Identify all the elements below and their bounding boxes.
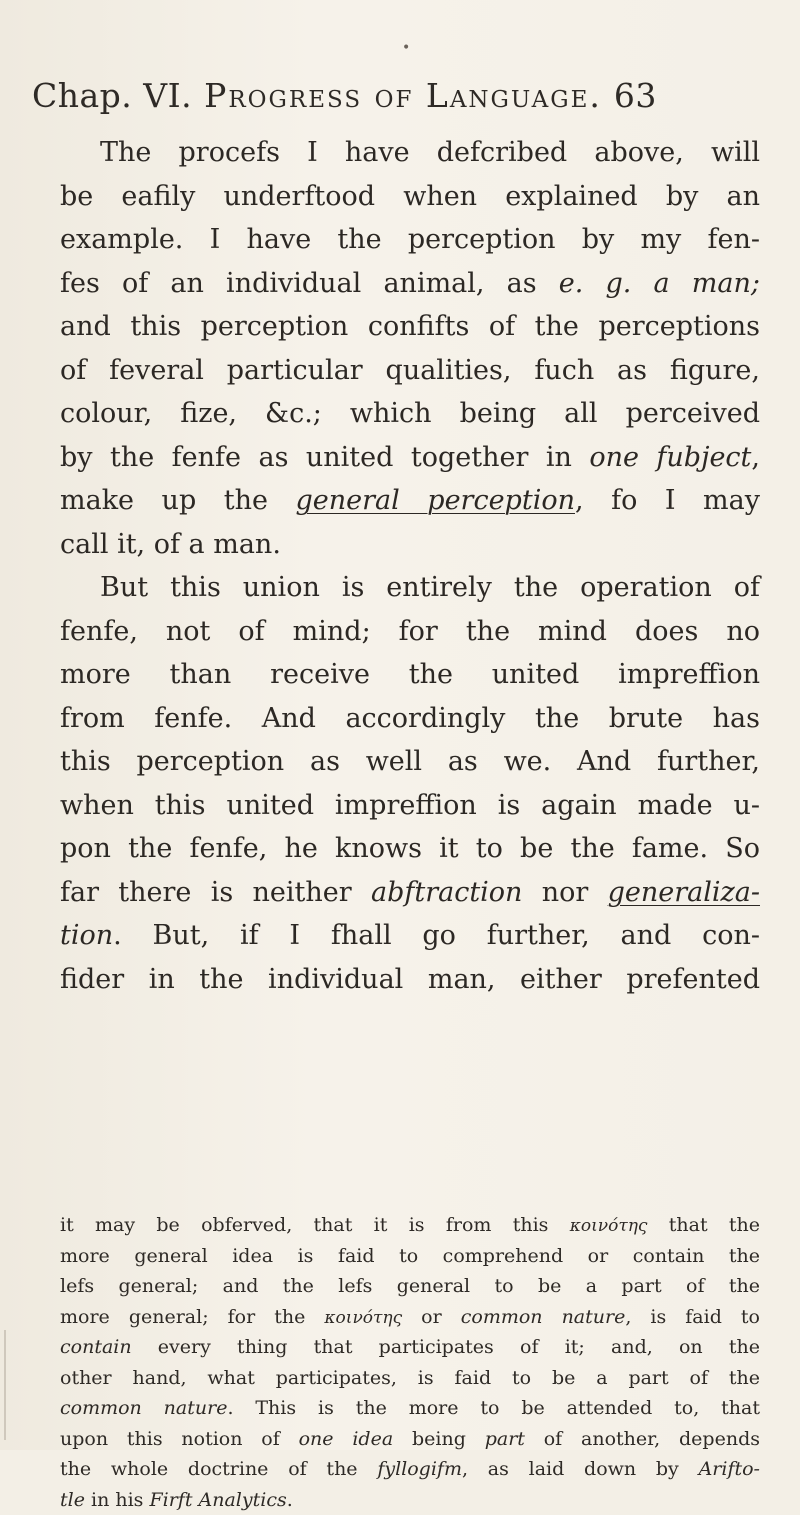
italic-phrase: part <box>485 1428 525 1450</box>
italic-phrase: abftraction <box>371 877 522 908</box>
running-header <box>32 76 772 115</box>
page-number: 63 <box>614 76 657 115</box>
italic-phrase: e. g. a man; <box>559 268 760 299</box>
text-line: fenfe, not of mind; for the mind does no <box>60 610 760 654</box>
text-line: tion. But, if I fhall go further, and con- <box>60 914 760 958</box>
text-line: by the fenfe as united together in one fubject, <box>60 436 760 480</box>
underlined-phrase: generaliza- <box>608 877 760 908</box>
footnote-line: it may be obferved, that it is from this κοινότης that the <box>60 1210 760 1241</box>
text-line: this perception as well as we. And further, <box>60 740 760 784</box>
text-line: from fenfe. And accordingly the brute has <box>60 697 760 741</box>
footnote-line: the whole doctrine of the fyllogifm, as laid down by Arifto- <box>60 1454 760 1485</box>
text-line: example. I have the perception by my fen- <box>60 218 760 262</box>
running-title: Progress of Language. <box>204 76 602 115</box>
text-line: But this union is entirely the operation of <box>60 566 760 610</box>
text-line: and this perception confifts of the perceptions <box>60 305 760 349</box>
italic-phrase: contain <box>60 1336 132 1358</box>
italic-phrase: fyllogifm <box>377 1458 462 1480</box>
text-line: fider in the individual man, either prefented <box>60 958 760 1002</box>
footnote-line: upon this notion of one idea being part of another, depends <box>60 1424 760 1455</box>
italic-phrase: tion <box>60 920 113 951</box>
italic-phrase: one idea <box>299 1428 394 1450</box>
footnote-line: other hand, what participates, is faid to be a part of the <box>60 1363 760 1394</box>
text-line: more than receive the united impreffion <box>60 653 760 697</box>
italic-phrase: common nature <box>461 1306 626 1328</box>
text-line: fes of an individual animal, as e. g. a man; <box>60 262 760 306</box>
greek-word: κοινότης <box>324 1308 402 1328</box>
footnote <box>60 1210 760 1515</box>
text-line: The procefs I have defcribed above, will <box>60 131 760 175</box>
text-line: be eafily underftood when explained by an <box>60 175 760 219</box>
italic-phrase: tle <box>60 1489 85 1511</box>
chapter-label: Chap. VI. <box>32 76 192 115</box>
italic-phrase: common nature <box>60 1397 227 1419</box>
italic-phrase: Firft Analytics <box>149 1489 286 1511</box>
text-line: call it, of a man. <box>60 523 760 567</box>
greek-word: κοινότης <box>570 1216 648 1236</box>
footnote-line: more general; for the κοινότης or common nature, is faid to <box>60 1302 760 1333</box>
text-line: far there is neither abftraction nor generaliza- <box>60 871 760 915</box>
footnote-line: more general idea is faid to comprehend or contain the <box>60 1241 760 1272</box>
text-line: pon the fenfe, he knows it to be the fame. So <box>60 827 760 871</box>
underlined-phrase: general perception <box>296 485 575 516</box>
text-line: when this united impreffion is again made u- <box>60 784 760 828</box>
text-line: make up the general perception, fo I may <box>60 479 760 523</box>
footnote-line: lefs general; and the lefs general to be a part of the <box>60 1271 760 1302</box>
text-line: colour, fize, &c.; which being all perceived <box>60 392 760 436</box>
text-line: of feveral particular qualities, fuch as figure, <box>60 349 760 393</box>
italic-phrase: Arifto- <box>699 1458 760 1480</box>
footnote-line: tle in his Firft Analytics. <box>60 1485 760 1515</box>
footnote-line: common nature. This is the more to be attended to, that <box>60 1393 760 1424</box>
footnote-line: contain every thing that participates of it; and, on the <box>60 1332 760 1363</box>
italic-phrase: one fubject <box>589 442 751 473</box>
ink-speck: • <box>402 40 410 56</box>
left-margin-shadow <box>4 1330 6 1440</box>
body-text <box>60 131 760 1001</box>
